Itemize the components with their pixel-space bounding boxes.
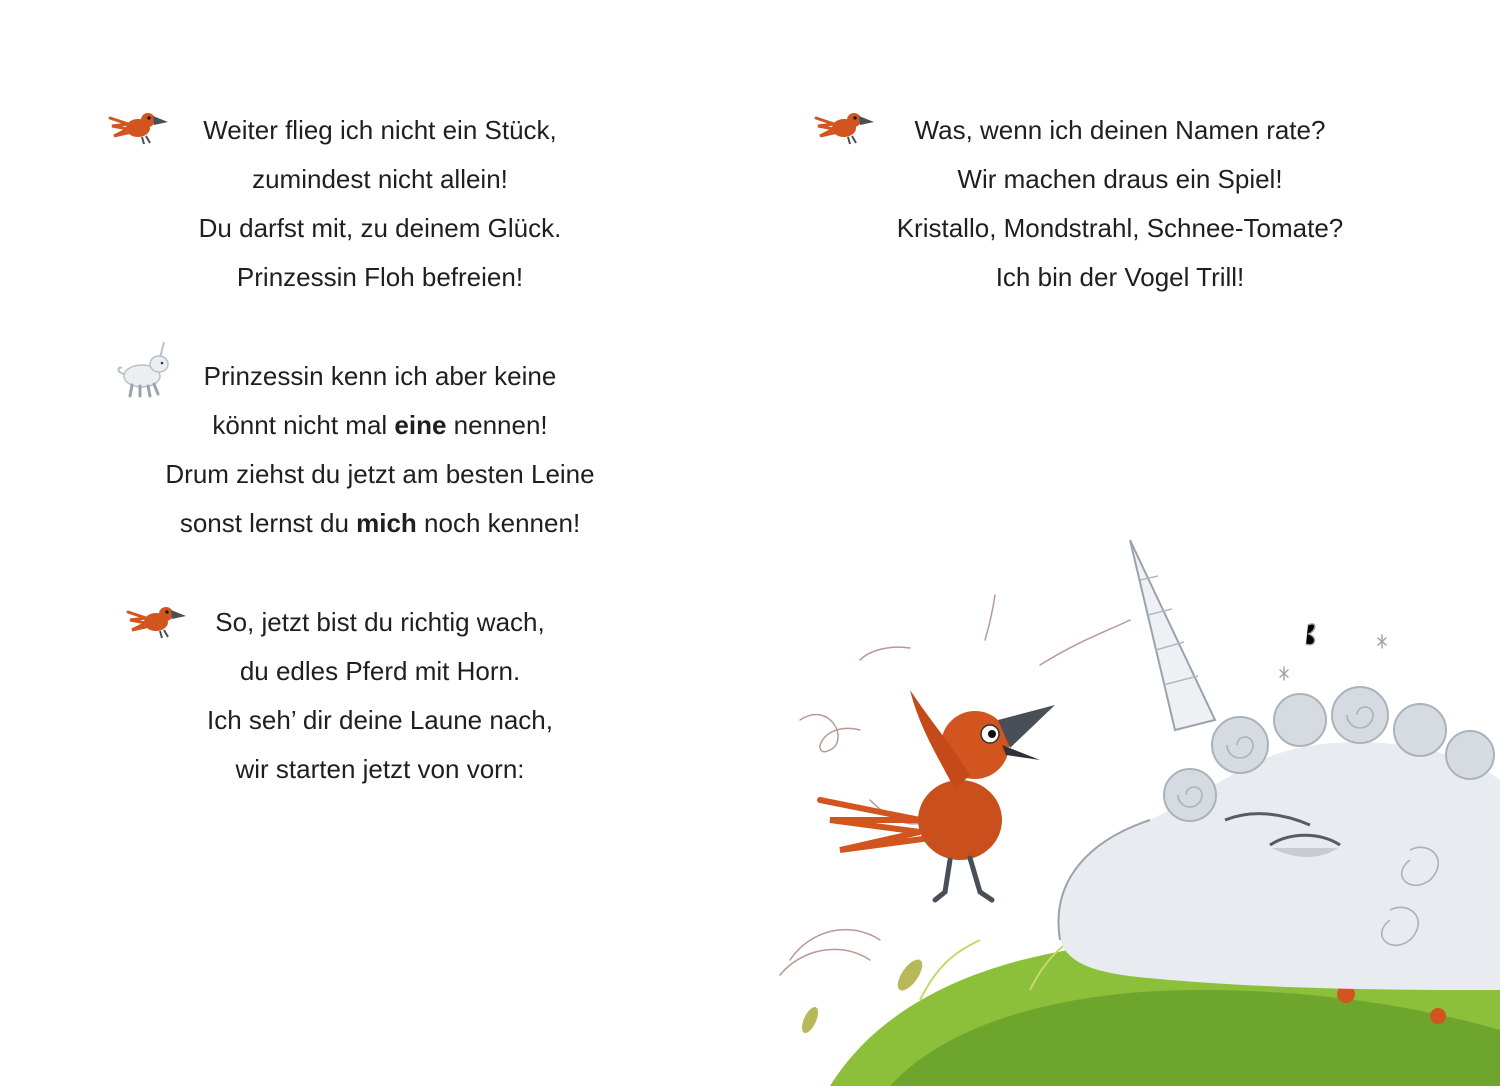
emphasis-text: mich [356,508,417,538]
verse-line: du edles Pferd mit Horn. [239,656,521,686]
verse-line: Prinzessin Floh befreien! [236,262,524,292]
verse-line: zumindest nicht allein! [252,164,508,194]
verse-line: Du darfst mit, zu deinem Glück. [198,213,562,243]
verse-line: Was, wenn ich deinen Namen rate? [914,115,1326,145]
verse-line: Ich bin der Vogel Trill! [995,262,1245,292]
emphasis-text: eine [394,410,447,440]
verse-line: Drum ziehst du jetzt am besten Leine [165,459,595,489]
verse-line: sonst lernst du mich noch kennen! [179,508,581,538]
verse-line: Prinzessin kenn ich aber keine [203,361,557,391]
verse-line: Weiter flieg ich nicht ein Stück, [203,115,557,145]
verse-line: könnt nicht mal eine nennen! [212,410,548,440]
bird-and-sleepy-unicorn-illustration [770,520,1500,1086]
verse-line: Kristallo, Mondstrahl, Schnee-Tomate? [896,213,1344,243]
verse-line: So, jetzt bist du richtig wach, [215,607,545,637]
verse-line: Wir machen draus ein Spiel! [957,164,1283,194]
verse-line: Ich seh’ dir deine Laune nach, [207,705,553,735]
verse-line: wir starten jetzt von vorn: [235,754,525,784]
